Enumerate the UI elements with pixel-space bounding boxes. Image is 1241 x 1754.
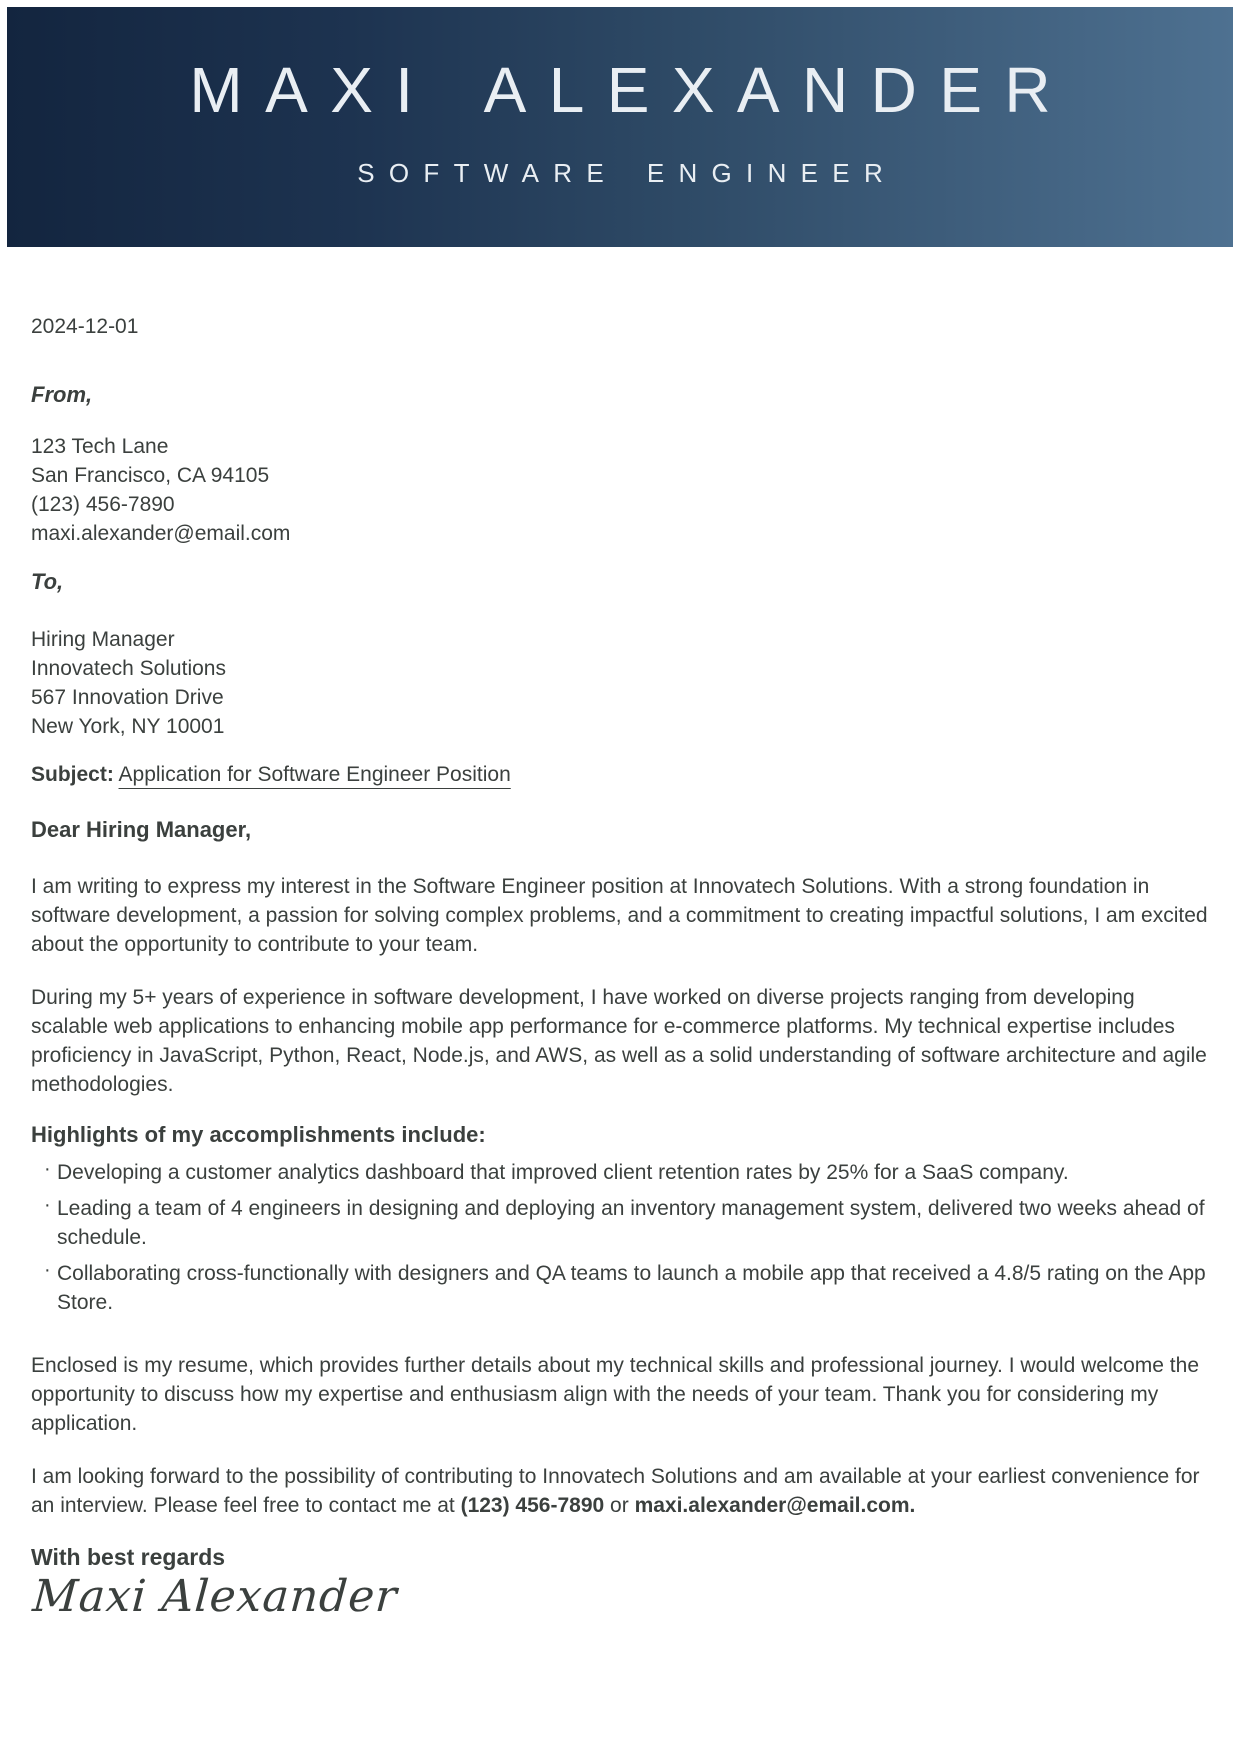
recipient-address-line: 567 Innovation Drive [31, 686, 224, 709]
sender-address-line: San Francisco, CA 94105 [31, 464, 270, 487]
recipient-name: Hiring Manager [31, 628, 175, 651]
recipient-company: Innovatech Solutions [31, 657, 226, 680]
sender-address-block [31, 432, 1211, 548]
experience-paragraph: During my 5+ years of experience in software development, I have worked on diverse projects ranging from developing scalable web applications to enhancing mobile app performance for e-commerce platforms. My technical expertise includes proficiency in JavaScript, Python, React, Node.js, and AWS, as well as a solid understanding of software architecture and agile methodologies. [31, 986, 1207, 1096]
to-label: To, [31, 569, 64, 594]
from-label: From, [31, 382, 93, 407]
highlight-item: · Developing a customer analytics dashboard that improved client retention rates by 25% for a SaaS company. [31, 1158, 1211, 1187]
closing-email: maxi.alexander@email.com. [634, 1494, 916, 1517]
subject-label: Subject: [31, 763, 114, 786]
closing-phone: (123) 456-7890 [460, 1494, 605, 1517]
highlight-item: · Collaborating cross-functionally with designers and QA teams to launch a mobile app that received a 4.8/5 rating on the App Store. [31, 1259, 1211, 1317]
highlights-heading: Highlights of my accomplishments include: [31, 1122, 486, 1147]
recipient-address-block [31, 625, 1211, 741]
subject-line [31, 760, 1211, 789]
sender-email: maxi.alexander@email.com [31, 522, 291, 545]
letter-body [0, 247, 1241, 1622]
signature-script: Maxi Alexander [31, 1571, 400, 1622]
intro-paragraph: I am writing to express my interest in the Software Engineer position at Innovatech Solutions. With a strong foundation in software development, a passion for solving complex problems, and a commitment to creating impactful solutions, I am excited about the opportunity to contribute to your team. [31, 875, 1208, 956]
closing-paragraph [31, 1462, 1211, 1520]
recipient-address-line: New York, NY 10001 [31, 715, 225, 738]
subject-text: Application for Software Engineer Position [118, 763, 511, 786]
sender-address-line: 123 Tech Lane [31, 435, 169, 458]
closing-or: or [610, 1494, 629, 1517]
candidate-role: SOFTWARE ENGINEER [357, 158, 898, 189]
header-banner [7, 7, 1233, 247]
candidate-name: MAXI ALEXANDER [189, 54, 1073, 126]
highlights-list [31, 1158, 1211, 1317]
greeting: Dear Hiring Manager, [31, 817, 252, 842]
closing-email-group [610, 1494, 915, 1517]
sender-phone: (123) 456-7890 [31, 493, 175, 516]
enclosed-paragraph: Enclosed is my resume, which provides further details about my technical skills and professional journey. I would welcome the opportunity to discuss how my expertise and enthusiasm align with the needs of your team. Thank you for considering my application. [31, 1354, 1199, 1435]
closing-text: I am looking forward to the possibility of contributing to Innovatech Solutions and am available at your earliest convenience for an interview. Please feel free to contact me at [31, 1465, 1200, 1517]
signoff-text: With best regards [31, 1544, 226, 1570]
highlight-item: · Leading a team of 4 engineers in designing and deploying an inventory management system, delivered two weeks ahead of schedule. [31, 1194, 1211, 1252]
letter-date: 2024-12-01 [31, 315, 139, 338]
